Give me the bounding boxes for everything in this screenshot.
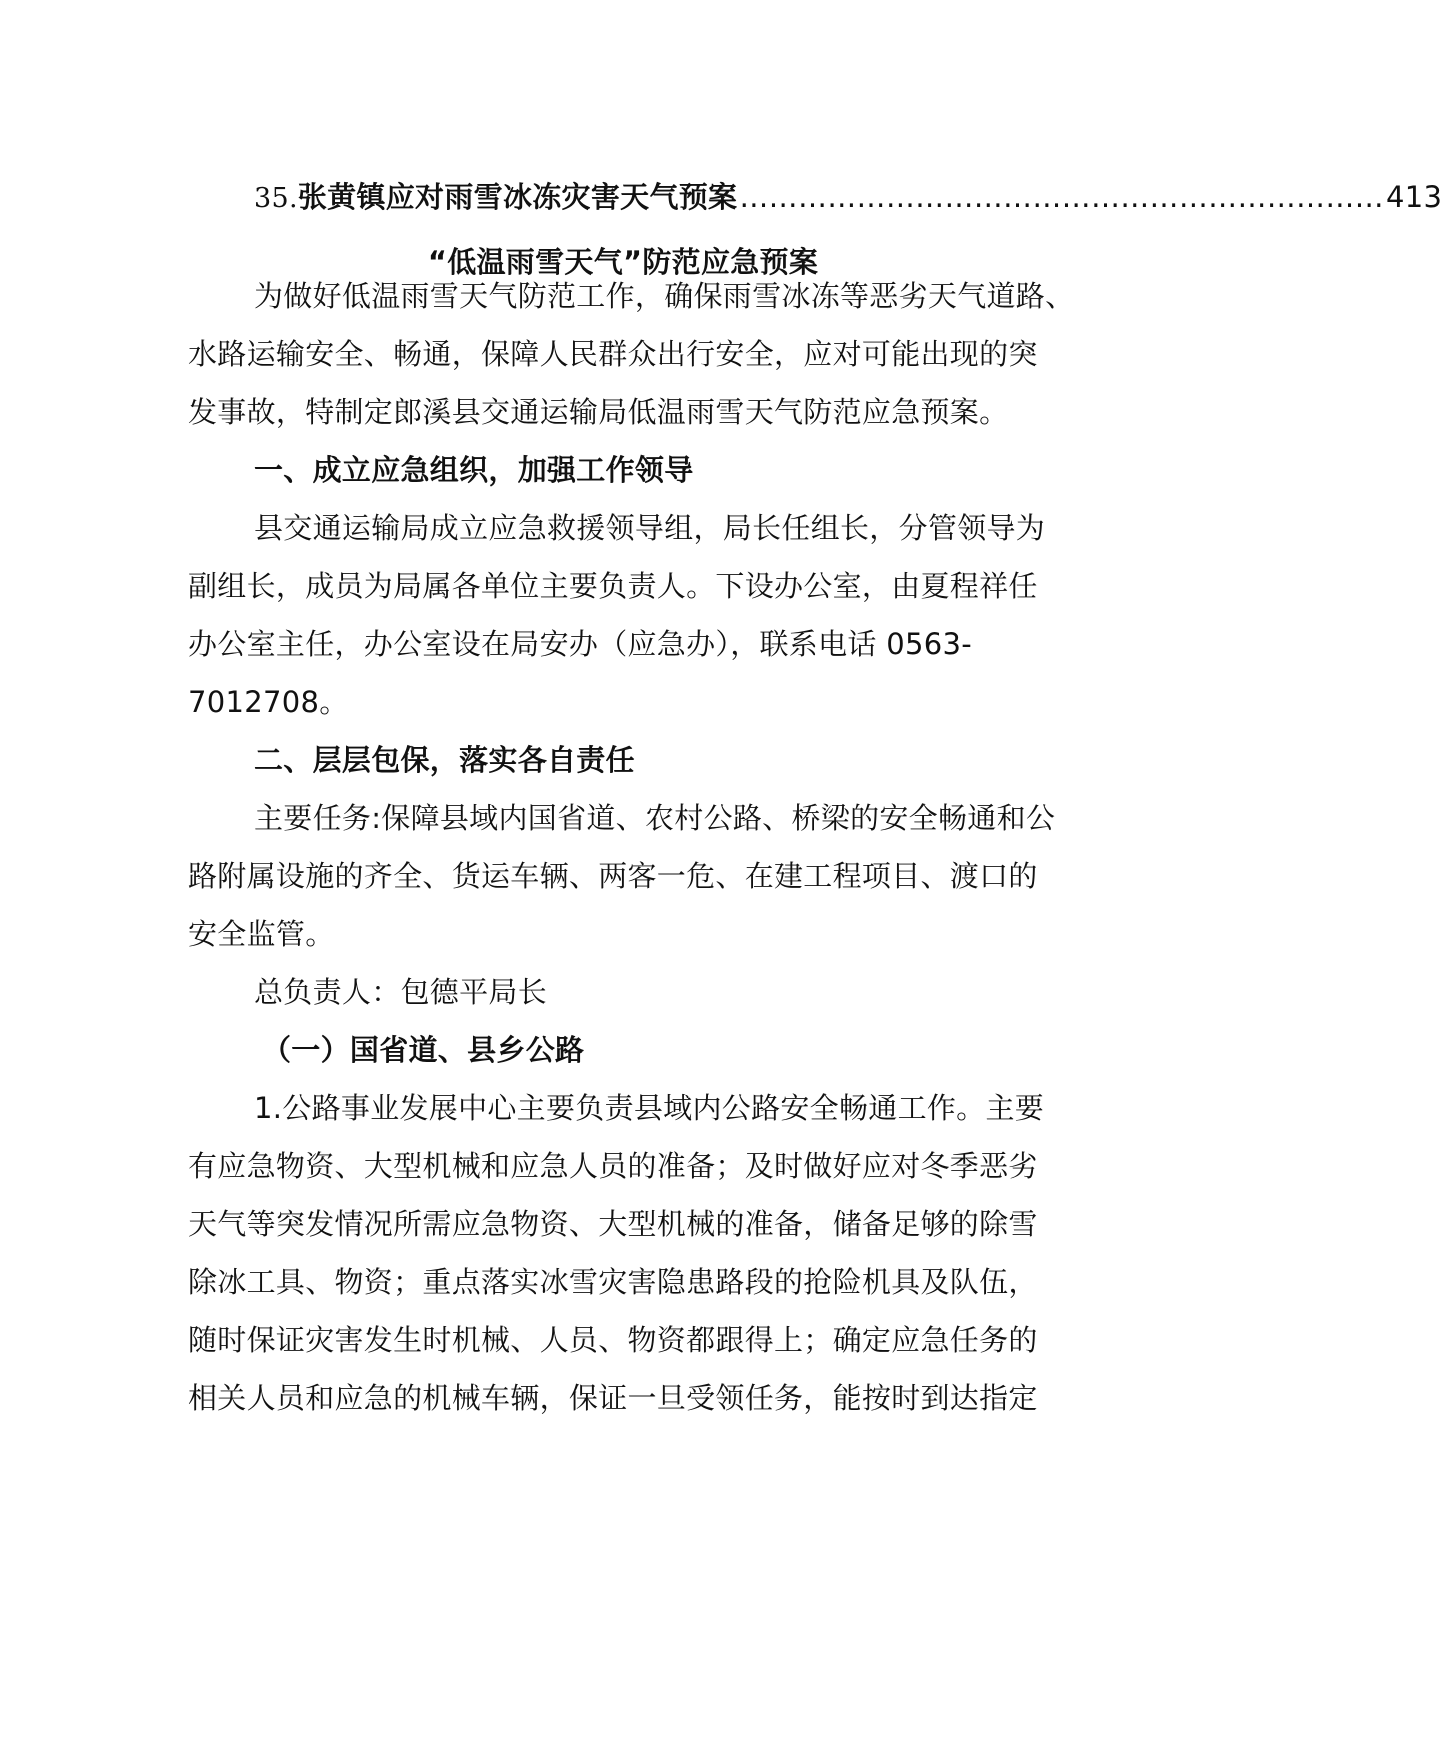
toc-entry	[254, 177, 1442, 219]
toc-title: 张黄镇应对雨雪冰冻灾害天气预案	[297, 180, 738, 214]
section-heading: 一、成立应急组织，加强工作领导	[254, 453, 694, 487]
section-heading: 二、层层包保，落实各自责任	[254, 743, 635, 777]
item-line: 有应急物资、大型机械和应急人员的准备；及时做好应对冬季恶劣	[188, 1149, 1038, 1183]
responsible-person: 总负责人：包德平局长	[254, 975, 548, 1009]
section-line: 7012708。	[188, 685, 349, 719]
intro-line: 发事故，特制定郎溪县交通运输局低温雨雪天气防范应急预案。	[188, 395, 1009, 429]
toc-page-number: 413	[1385, 180, 1442, 214]
toc-leader-dots: …………………………………………………………	[739, 180, 1384, 214]
toc-number: 35.	[254, 183, 298, 214]
item-line: 随时保证灾害发生时机械、人员、物资都跟得上；确定应急任务的	[188, 1323, 1038, 1357]
item-line: 除冰工具、物资；重点落实冰雪灾害隐患路段的抢险机具及队伍，	[188, 1265, 1038, 1299]
item-line: 天气等突发情况所需应急物资、大型机械的准备，储备足够的除雪	[188, 1207, 1038, 1241]
section-line: 县交通运输局成立应急救援领导组，局长任组长，分管领导为	[254, 511, 1046, 545]
document-title: “低温雨雪天气”防范应急预案	[427, 245, 819, 279]
subsection-heading: （一）国省道、县乡公路	[262, 1033, 585, 1067]
section-line: 主要任务:保障县域内国省道、农村公路、桥梁的安全畅通和公	[254, 801, 1056, 835]
intro-line: 水路运输安全、畅通，保障人民群众出行安全，应对可能出现的突	[188, 337, 1038, 371]
section-line: 路附属设施的齐全、货运车辆、两客一危、在建工程项目、渡口的	[188, 859, 1038, 893]
item-line: 相关人员和应急的机械车辆，保证一旦受领任务，能按时到达指定	[188, 1381, 1038, 1415]
item-line: 1.公路事业发展中心主要负责县域内公路安全畅通工作。主要	[254, 1091, 1045, 1125]
intro-line: 为做好低温雨雪天气防范工作，确保雨雪冰冻等恶劣天气道路、	[254, 279, 1075, 313]
section-line: 安全监管。	[188, 917, 335, 951]
section-line: 副组长，成员为局属各单位主要负责人。下设办公室，由夏程祥任	[188, 569, 1038, 603]
section-line: 办公室主任，办公室设在局安办（应急办），联系电话 0563-	[188, 627, 972, 661]
